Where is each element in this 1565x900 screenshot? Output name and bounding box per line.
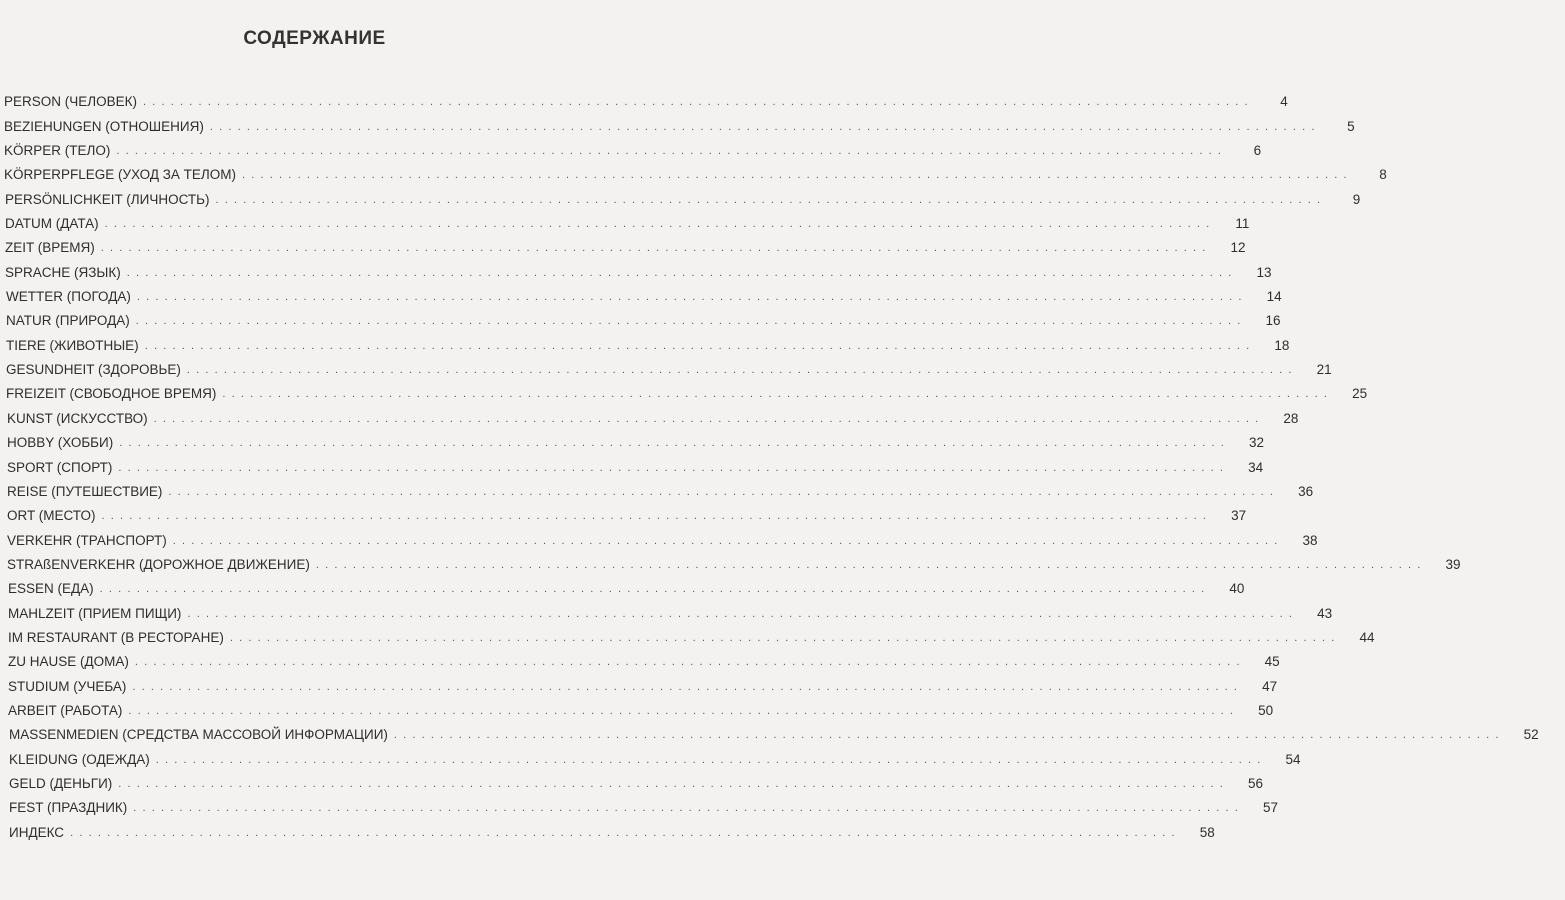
dot-leader: ........................................................................................................................ (104, 218, 1216, 231)
toc-entry-label: IM RESTAURANT (В РЕСТОРАНЕ) (8, 629, 224, 645)
dot-leader: ........................................................................................................................ (118, 461, 1230, 474)
toc-entry-label: KUNST (ИСКУССТВО) (7, 410, 148, 426)
toc-entry-label: DATUM (ДАТА) (5, 216, 99, 232)
toc-entry[interactable] (0, 451, 1264, 475)
toc-entry[interactable] (0, 597, 1333, 621)
toc-entry[interactable] (0, 378, 1368, 402)
toc-entry[interactable] (0, 232, 1246, 256)
toc-entry-label: MASSENMEDIEN (СРЕДСТВА МАССОВОЙ ИНФОРМАЦИИ) (9, 727, 388, 743)
toc-entry[interactable] (0, 159, 1387, 183)
dot-leader: ........................................................................................................................ (168, 485, 1280, 498)
toc-entry-label: REISE (ПУТЕШЕСТВИЕ) (7, 483, 163, 499)
toc-entry-label: FEST (ПРАЗДНИК) (9, 800, 128, 816)
toc-entry-label: KLEIDUNG (ОДЕЖДА) (9, 751, 150, 767)
toc-entry-page-number: 13 (1256, 264, 1272, 280)
dot-leader: ........................................................................................................................ (133, 802, 1245, 815)
toc-entry-page-number: 9 (1352, 191, 1361, 207)
table-of-contents (0, 86, 1539, 841)
toc-entry-page-number: 57 (1263, 800, 1279, 816)
toc-entry-label: FREIZEIT (СВОБОДНОЕ ВРЕМЯ) (6, 386, 217, 402)
toc-entry-label: STUDIUM (УЧЕБА) (8, 678, 127, 694)
toc-entry-page-number: 4 (1280, 94, 1288, 110)
dot-leader: ........................................................................................................................ (126, 266, 1238, 279)
toc-entry-label: SPORT (СПОРТ) (7, 459, 113, 475)
dot-leader: ........................................................................................................................ (116, 145, 1228, 158)
dot-leader: ........................................................................................................................ (229, 631, 1341, 644)
dot-leader: ........................................................................................................................ (209, 120, 1321, 133)
toc-entry-label: ZEIT (ВРЕМЯ) (5, 240, 95, 256)
dot-leader: ........................................................................................................................ (144, 339, 1256, 352)
toc-entry-page-number: 28 (1283, 410, 1299, 426)
toc-entry-page-number: 52 (1523, 727, 1539, 743)
toc-entry-label: HOBBY (ХОББИ) (7, 435, 114, 451)
toc-entry[interactable] (0, 135, 1262, 159)
toc-entry-page-number: 36 (1298, 483, 1314, 499)
dot-leader: ........................................................................................................................ (222, 388, 1334, 401)
toc-entry[interactable] (0, 573, 1245, 597)
toc-entry[interactable] (0, 524, 1318, 548)
toc-entry-page-number: 12 (1230, 240, 1246, 256)
toc-entry-label: NATUR (ПРИРОДА) (6, 313, 130, 329)
toc-entry-label: STRAßENVERKEHR (ДОРОЖНОЕ ДВИЖЕНИЕ) (7, 556, 310, 572)
toc-entry[interactable] (0, 402, 1299, 426)
toc-entry[interactable] (0, 256, 1272, 280)
dot-leader: ........................................................................................................................ (215, 193, 1327, 206)
dot-leader: ........................................................................................................................ (70, 826, 1181, 839)
toc-entry-page-number: 5 (1347, 118, 1355, 134)
toc-entry[interactable] (0, 281, 1282, 305)
toc-entry-page-number: 58 (1199, 824, 1215, 840)
dot-leader: ........................................................................................................................ (128, 704, 1240, 717)
dot-leader: ........................................................................................................................ (136, 291, 1248, 304)
toc-entry[interactable] (0, 354, 1332, 378)
dot-leader: ........................................................................................................................ (172, 534, 1284, 547)
toc-entry[interactable] (0, 695, 1274, 719)
toc-entry[interactable] (0, 816, 1215, 840)
dot-leader: ........................................................................................................................ (153, 412, 1265, 425)
toc-entry-label: PERSON (ЧЕЛОВЕК) (4, 94, 137, 110)
toc-entry-page-number: 37 (1231, 508, 1247, 524)
toc-entry-page-number: 14 (1266, 289, 1282, 305)
dot-leader: ........................................................................................................................ (135, 315, 1247, 328)
toc-entry-page-number: 40 (1229, 581, 1245, 597)
toc-entry[interactable] (0, 743, 1301, 767)
toc-entry-label: KÖRPERPFLEGE (УХОД ЗА ТЕЛОМ) (4, 167, 237, 183)
toc-entry-label: GESUNDHEIT (ЗДОРОВЬЕ) (6, 362, 181, 378)
toc-entry-page-number: 21 (1316, 362, 1332, 378)
toc-entry-label: PERSÖNLICHKEIT (ЛИЧНОСТЬ) (5, 191, 210, 207)
toc-entry-label: BEZIEHUNGEN (ОТНОШЕНИЯ) (4, 118, 204, 134)
toc-entry[interactable] (0, 183, 1361, 207)
toc-entry[interactable] (0, 86, 1288, 110)
dot-leader: ........................................................................................................................ (143, 96, 1254, 109)
dot-leader: ........................................................................................................................ (118, 777, 1230, 790)
dot-leader: ........................................................................................................................ (101, 510, 1213, 523)
dot-leader: ........................................................................................................................ (100, 242, 1212, 255)
toc-entry[interactable] (0, 500, 1247, 524)
toc-entry-label: ESSEN (ЕДА) (8, 581, 94, 597)
toc-entry[interactable] (0, 305, 1281, 329)
toc-entry-page-number: 50 (1258, 702, 1274, 718)
toc-entry[interactable] (0, 792, 1279, 816)
toc-entry-page-number: 18 (1274, 337, 1290, 353)
dot-leader: ........................................................................................................................ (99, 583, 1211, 596)
dot-leader: ........................................................................................................................ (134, 656, 1246, 669)
toc-entry[interactable] (0, 110, 1355, 134)
page-title: СОДЕРЖАНИЕ (243, 28, 386, 49)
toc-entry-page-number: 8 (1379, 167, 1387, 183)
toc-entry-page-number: 44 (1359, 629, 1375, 645)
toc-entry-page-number: 54 (1285, 751, 1301, 767)
toc-entry[interactable] (0, 719, 1539, 743)
toc-entry-page-number: 25 (1352, 386, 1368, 402)
toc-entry-label: GELD (ДЕНЬГИ) (9, 775, 113, 791)
toc-entry-page-number: 39 (1445, 556, 1461, 572)
toc-entry-page-number: 6 (1253, 143, 1262, 159)
toc-entry-page-number: 11 (1235, 216, 1250, 232)
toc-entry-page-number: 38 (1302, 532, 1318, 548)
dot-leader: ........................................................................................................................ (393, 729, 1505, 742)
toc-entry-page-number: 32 (1248, 435, 1264, 451)
toc-entry-page-number: 56 (1248, 775, 1264, 791)
toc-entry[interactable] (0, 768, 1264, 792)
toc-entry-label: ИНДЕКС (9, 824, 65, 840)
toc-entry-page-number: 43 (1317, 605, 1333, 621)
toc-entry-label: KÖRPER (ТЕЛО) (4, 143, 111, 159)
toc-entry[interactable] (0, 622, 1375, 646)
toc-entry-label: TIERE (ЖИВОТНЫЕ) (6, 337, 139, 353)
toc-entry[interactable] (0, 476, 1314, 500)
toc-entry[interactable] (0, 208, 1250, 232)
toc-entry[interactable] (0, 670, 1278, 694)
toc-entry-label: SPRACHE (ЯЗЫК) (5, 264, 121, 280)
toc-entry-page-number: 34 (1248, 459, 1264, 475)
toc-entry-label: MAHLZEIT (ПРИЕМ ПИЩИ) (8, 605, 182, 621)
toc-entry-page-number: 16 (1265, 313, 1281, 329)
toc-entry[interactable] (0, 329, 1290, 353)
toc-entry-page-number: 45 (1264, 654, 1280, 670)
toc-entry[interactable] (0, 646, 1280, 670)
toc-entry-label: VERKEHR (ТРАНСПОРТ) (7, 532, 167, 548)
dot-leader: ........................................................................................................................ (242, 169, 1353, 182)
dot-leader: ........................................................................................................................ (187, 607, 1299, 620)
toc-entry-label: WETTER (ПОГОДА) (6, 289, 131, 305)
dot-leader: ........................................................................................................................ (132, 680, 1244, 693)
dot-leader: ........................................................................................................................ (155, 753, 1267, 766)
toc-entry[interactable] (0, 427, 1264, 451)
toc-entry-label: ARBEIT (РАБОТА) (8, 702, 123, 718)
dot-leader: ........................................................................................................................ (186, 364, 1298, 377)
toc-entry-page-number: 47 (1262, 678, 1278, 694)
toc-entry-label: ORT (МЕСТО) (7, 508, 96, 524)
dot-leader: ........................................................................................................................ (315, 558, 1427, 571)
toc-entry[interactable] (0, 549, 1461, 573)
toc-entry-label: ZU HAUSE (ДОМА) (8, 654, 129, 670)
dot-leader: ........................................................................................................................ (119, 437, 1230, 450)
